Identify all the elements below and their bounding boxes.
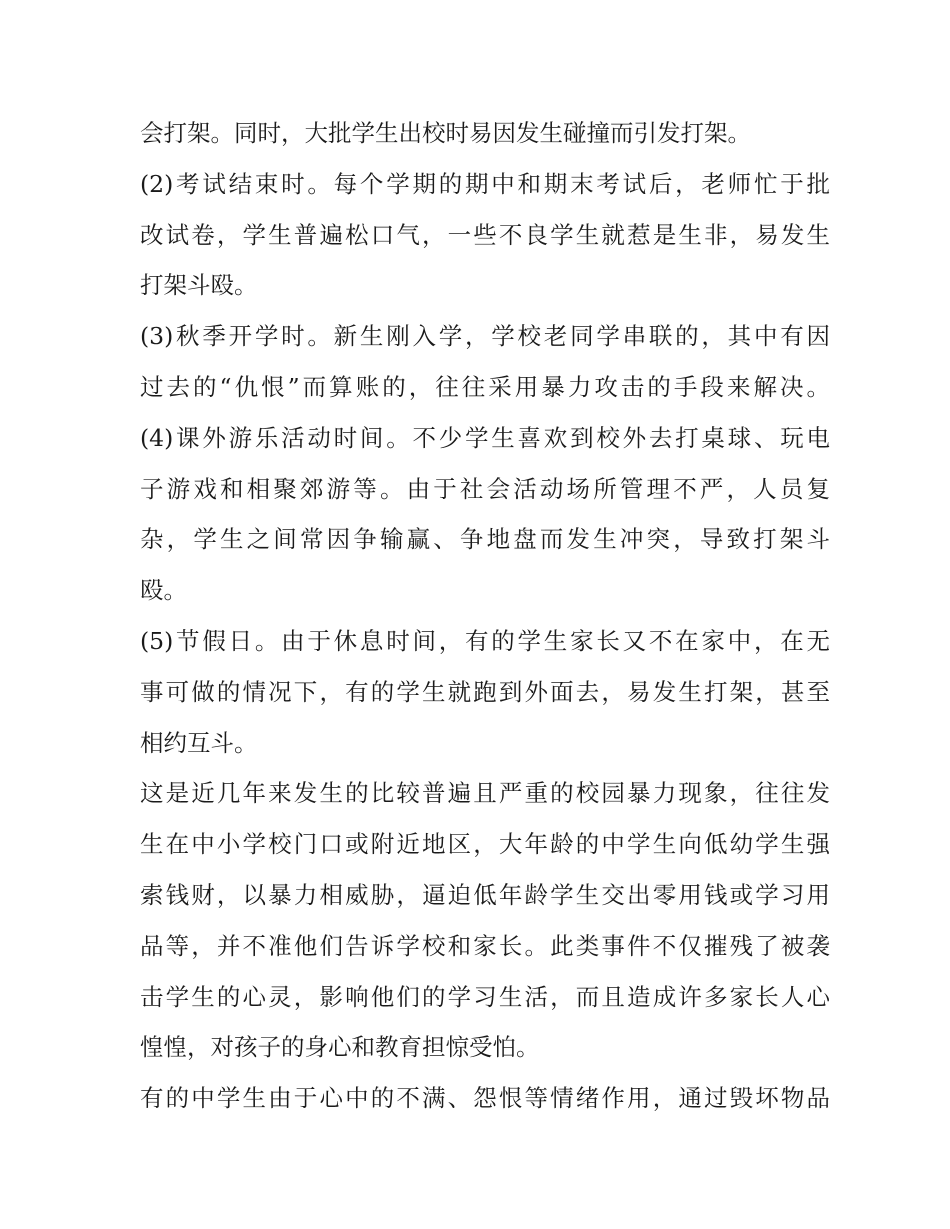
text-line: 杂，学生之间常因争输赢、争地盘而发生冲突，导致打架斗	[140, 525, 830, 554]
text-line: 相约互斗。	[140, 728, 258, 757]
text-line: 会打架。同时，大批学生出校时易因发生碰撞而引发打架。	[140, 119, 751, 147]
text-line: 生在中小学校门口或附近地区，大年龄的中学生向低幼学生强	[140, 830, 830, 859]
text-line: 有的中学生由于心中的不满、怨恨等情绪作用，通过毁坏物品	[140, 1084, 830, 1113]
text-line: (4)课外游乐活动时间。不少学生喜欢到校外去打桌球、玩电	[140, 423, 830, 452]
text-line: 殴。	[140, 576, 187, 605]
document-body	[140, 108, 830, 1124]
text-line: 这是近几年来发生的比较普遍且严重的校园暴力现象，往往发	[140, 779, 830, 808]
text-line: (5)节假日。由于休息时间，有的学生家长又不在家中，在无	[140, 626, 830, 655]
text-line: (2)考试结束时。每个学期的期中和期末考试后，老师忙于批	[140, 169, 830, 198]
text-line: 打架斗殴。	[140, 271, 258, 300]
text-line: (3)秋季开学时。新生刚入学，学校老同学串联的，其中有因	[140, 322, 830, 351]
text-line: 击学生的心灵，影响他们的学习生活，而且造成许多家长人心	[140, 982, 830, 1011]
text-line: 过去的“仇恨”而算账的，往往采用暴力攻击的手段来解决。	[140, 372, 830, 401]
text-line: 子游戏和相聚郊游等。由于社会活动场所管理不严，人员复	[140, 474, 830, 503]
text-line: 改试卷，学生普遍松口气，一些不良学生就惹是生非，易发生	[140, 220, 830, 249]
text-line: 索钱财，以暴力相威胁，逼迫低年龄学生交出零用钱或学习用	[140, 880, 830, 909]
text-line: 事可做的情况下，有的学生就跑到外面去，易发生打架，甚至	[140, 677, 830, 706]
text-line: 惶惶，对孩子的身心和教育担惊受怕。	[140, 1033, 540, 1062]
text-line: 品等，并不准他们告诉学校和家长。此类事件不仅摧残了被袭	[140, 931, 830, 960]
